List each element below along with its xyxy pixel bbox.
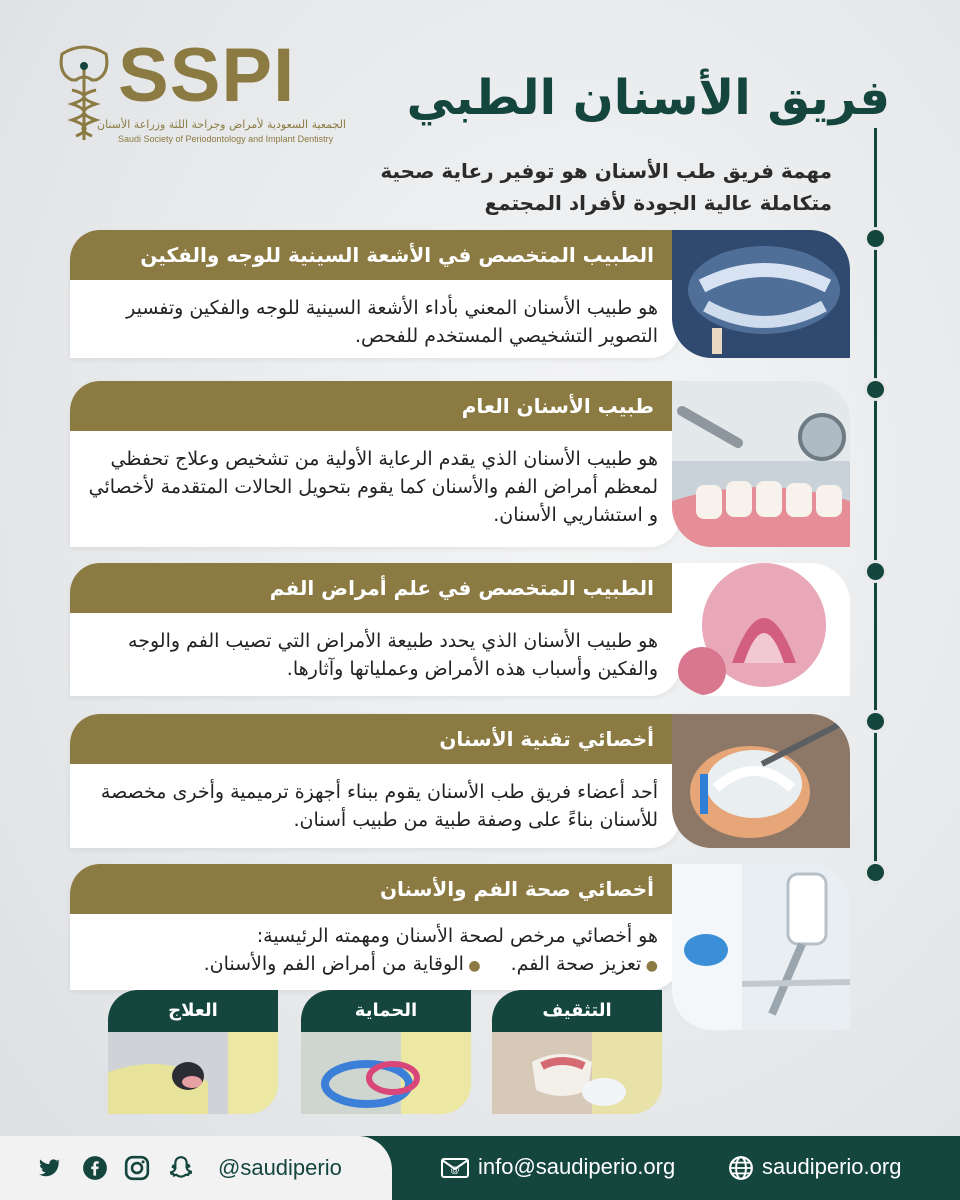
card-dental-technician — [70, 714, 680, 848]
card-dental-hygienist — [70, 864, 680, 990]
instagram-icon[interactable] — [124, 1155, 150, 1181]
timeline-dot — [864, 560, 887, 583]
card-oral-pathology — [70, 563, 680, 696]
facebook-icon[interactable] — [82, 1155, 108, 1181]
timeline-dot — [864, 378, 887, 401]
card-body: هو طبيب الأسنان المعني بأداء الأشعة السينية للوجه والفكين وتفسير التصوير التشخيصي المستخدم للفحص. — [126, 297, 658, 347]
card-heading: طبيب الأسنان العام — [70, 381, 680, 431]
pathology-image — [672, 563, 850, 696]
sub-card-label: التثقيف — [492, 990, 662, 1032]
page-title: فريق الأسنان الطبي — [406, 70, 890, 126]
card-radiology — [70, 230, 680, 358]
logo — [52, 33, 346, 144]
card-body — [70, 914, 680, 980]
dental-model-image — [672, 714, 850, 848]
treatment-image — [108, 1032, 278, 1114]
dental-hygienist-image — [672, 864, 850, 1030]
card-heading: أخصائي تقنية الأسنان — [70, 714, 680, 764]
logo-name-en: Saudi Society of Periodontology and Implant Dentistry — [118, 134, 334, 144]
snapchat-icon[interactable] — [168, 1155, 194, 1181]
svg-text:@: @ — [450, 1165, 460, 1175]
card-heading: الطبيب المتخصص في الأشعة السينية للوجه والفكين — [70, 230, 680, 280]
email-icon — [440, 1155, 470, 1181]
timeline-dot — [864, 227, 887, 250]
bullet-list — [88, 950, 658, 980]
card-heading: الطبيب المتخصص في علم أمراض الفم — [70, 563, 680, 613]
dental-tools-image — [672, 381, 850, 547]
page-subtitle: مهمة فريق طب الأسنان هو توفير رعاية صحية متكاملة عالية الجودة لأفراد المجتمع — [380, 159, 832, 215]
education-image — [492, 1032, 662, 1114]
card-body-text: هو أخصائي مرخص لصحة الأسنان ومهمته الرئيسية: — [256, 925, 658, 947]
sub-card-education — [492, 990, 662, 1114]
sub-card-protection — [301, 990, 471, 1114]
globe-icon — [728, 1155, 754, 1181]
sub-card-label: الحماية — [301, 990, 471, 1032]
sub-card-treatment — [108, 990, 278, 1114]
sub-card-label: العلاج — [108, 990, 278, 1032]
protection-image — [301, 1032, 471, 1114]
bullet-item: ● الوقاية من أمراض الفم والأسنان. — [204, 950, 481, 980]
card-body: هو طبيب الأسنان الذي يحدد طبيعة الأمراض التي تصيب الفم والوجه والفكين وأسباب هذه الأمراض وعملياتها وآثارها. — [128, 630, 658, 680]
website-link[interactable]: saudiperio.org — [762, 1154, 902, 1179]
logo-name-ar: الجمعية السعودية لأمراض وجراحة اللثة وزراعة الأسنان — [97, 118, 346, 131]
timeline-dot — [864, 710, 887, 733]
twitter-icon[interactable] — [36, 1155, 62, 1181]
xray-image — [672, 230, 850, 358]
card-general-dentist — [70, 381, 680, 547]
card-body: أحد أعضاء فريق طب الأسنان يقوم ببناء أجهزة ترميمية وأخرى مخصصة للأسنان بناءً على وصفة طبية من طبيب أسنان. — [100, 781, 658, 831]
email-link[interactable]: info@saudiperio.org — [478, 1154, 676, 1179]
timeline-dot — [864, 861, 887, 884]
card-body: هو طبيب الأسنان الذي يقدم الرعاية الأولية من تشخيص وعلاج تحفظي لمعظم أمراض الفم والأسنان كما يقوم بتحويل الحالات المتقدمة لأخصائي و استشاريي الأسنان. — [88, 448, 658, 526]
social-handle[interactable]: @saudiperio — [218, 1155, 342, 1180]
bullet-item: ● تعزيز صحة الفم. — [511, 950, 658, 980]
logo-acronym: SSPI — [118, 33, 296, 118]
card-heading: أخصائي صحة الفم والأسنان — [70, 864, 680, 914]
